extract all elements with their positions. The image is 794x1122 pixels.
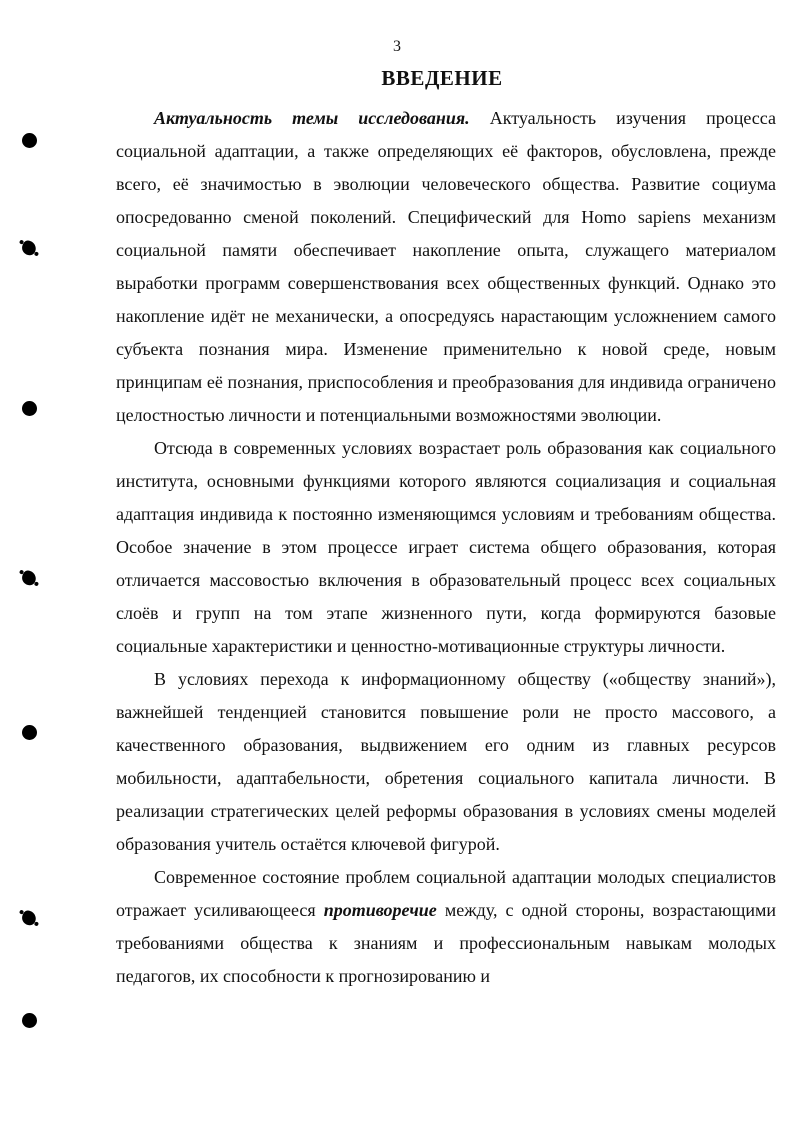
- paragraph-text: между, с одной стороны, возрастающими требованиями общества к знаниям и профессиональным навыкам молодых педагогов, их способности к прогнозированию и: [116, 900, 776, 986]
- page-title: ВВЕДЕНИЕ: [381, 66, 503, 90]
- emphasis-word: противоречие: [323, 900, 437, 920]
- hole-punch-mark: [22, 401, 37, 416]
- paragraph-information-society: В условиях перехода к информационному обществу («обществу знаний»), важнейшей тенденцией становится повышение роли не просто массового, а качественного образования, выдвижением его одним из главных ресурсов мобильности, адаптабельности, обретения социального капитала личности. В реализации стратегических целей реформы образования в условиях смены моделей образования учитель остаётся ключевой фигурой.: [116, 669, 776, 854]
- body-text: [116, 102, 776, 993]
- ink-blot-mark: [20, 569, 38, 587]
- paragraph-lead: Актуальность темы исследования.: [154, 108, 470, 128]
- paragraph-text: Современное состояние проблем социальной адаптации молодых специалистов отражает усиливающееся: [116, 867, 776, 920]
- page-number: 3: [393, 38, 401, 55]
- hole-punch-mark: [22, 725, 37, 740]
- hole-punch-mark: [22, 133, 37, 148]
- ink-blot-mark: [20, 909, 38, 927]
- paragraph-relevance: [116, 102, 776, 432]
- paragraph-text: Актуальность изучения процесса социальной адаптации, а также определяющих её факторов, обусловлена, прежде всего, её значимостью в эволюции человеческого общества. Развитие социума опосредованно сменой поколений. Специфический для Homo sapiens механизм социальной памяти обеспечивает накопление опыта, служащего материалом выработки программ совершенствования всех общественных функций. Однако это накопление идёт не механически, а опосредуясь нарастающим усложнением самого субъекта познания мира. Изменение применительно к новой среде, новым принципам её познания, приспособления и преобразования для индивида ограничено целостностью личности и потенциальными возможностями эволюции.: [116, 108, 776, 425]
- ink-blot-mark: [20, 239, 38, 257]
- paragraph-education-role: Отсюда в современных условиях возрастает роль образования как социального института, основными функциями которого являются социализация и социальная адаптация индивида к постоянно изменяющимся условиям и требованиям общества. Особое значение в этом процессе играет система общего образования, которая отличается массовостью включения в образовательный процесс всех социальных слоёв и групп на том этапе жизненного пути, когда формируются базовые социальные характеристики и ценностно-мотивационные структуры личности.: [116, 438, 776, 656]
- paragraph-contradiction: [116, 861, 776, 993]
- hole-punch-mark: [22, 1013, 37, 1028]
